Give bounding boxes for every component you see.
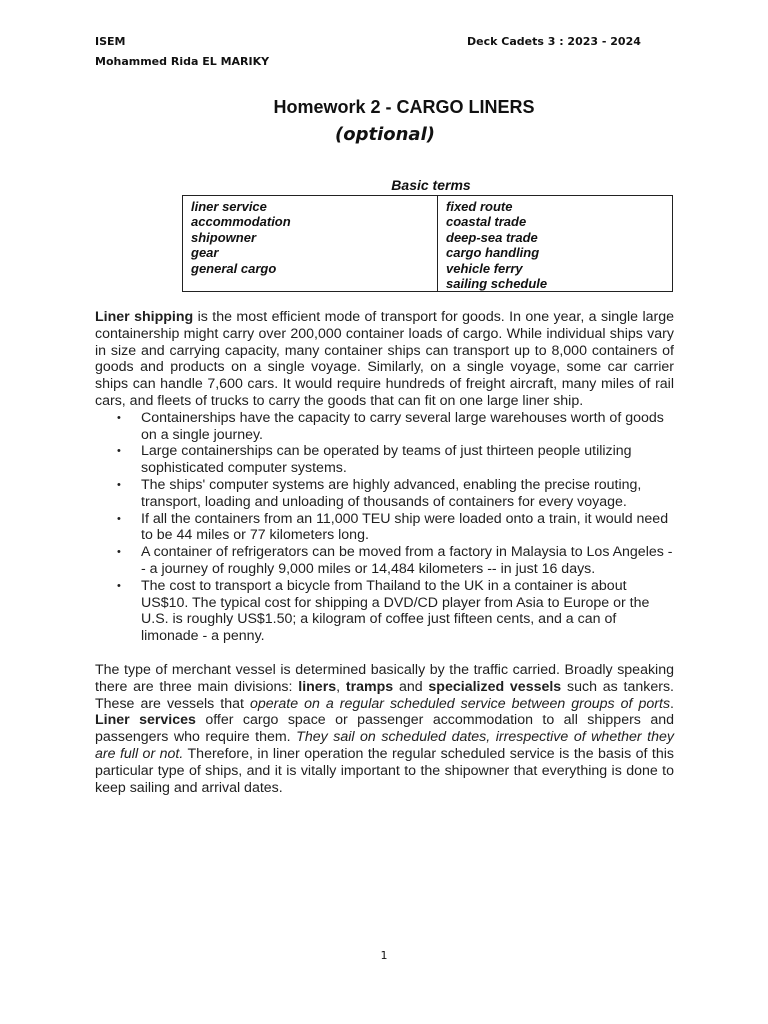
terms-column-left xyxy=(183,196,438,291)
list-item-text: Large containerships can be operated by teams of just thirteen people utilizing sophisticated computer systems. xyxy=(141,443,632,477)
term-item: sailing schedule xyxy=(446,276,548,292)
text-run: Therefore, in liner operation the regular scheduled service is the basis of this particular type of ships, and it is vitally important to the shipowner that everything is done to keep sailing and arrival dates. xyxy=(95,745,674,796)
term-item: gear xyxy=(191,245,219,261)
text-run: , xyxy=(336,678,346,695)
header-school: ISEM xyxy=(95,35,126,48)
header-author: Mohammed Rida EL MARIKY xyxy=(95,55,270,68)
text-run: such as tankers. These are vessels that xyxy=(95,678,674,712)
page-subtitle: (optional) xyxy=(335,124,435,145)
intro-bold-term: Liner shipping xyxy=(95,309,194,325)
terms-column-right xyxy=(438,196,672,291)
list-item xyxy=(95,477,674,511)
term-item: cargo handling xyxy=(446,245,540,261)
bold-term: tramps xyxy=(345,678,394,695)
intro-text: is the most efficient mode of transport for goods. In one year, a single large containership might carry over 200,000 container loads of cargo. While individual ships vary in size and carrying capacity, many container ships can transport up to 8,000 containers of goods and products on a single voyage. Similarly, on a single voyage, some car carrier ships can handle 7,600 cars. It would require hundreds of freight aircraft, many miles of rail cars, and fleets of trucks to carry the goods that can fit on one large liner ship. xyxy=(95,309,675,409)
text-run: The type of merchant vessel is determined basically by the traffic carried. Broadly speaking there are three main divisions: xyxy=(95,661,674,695)
term-item: fixed route xyxy=(446,199,513,214)
page-number: 1 xyxy=(380,949,388,962)
term-item: vehicle ferry xyxy=(446,260,523,276)
list-item xyxy=(95,511,674,545)
bullet-icon: • xyxy=(117,411,121,424)
bullet-icon: • xyxy=(117,579,121,592)
text-run: offer cargo space or passenger accommodation to all shippers and passengers who require them. xyxy=(95,712,674,746)
basic-terms-table xyxy=(182,195,673,292)
term-item: deep-sea trade xyxy=(446,229,538,245)
bullet-icon: • xyxy=(117,546,121,559)
intro-paragraph xyxy=(95,309,674,410)
term-item: coastal trade xyxy=(446,214,527,230)
list-item xyxy=(95,443,674,477)
italic-phrase: operate on a regular scheduled service between groups of ports xyxy=(249,695,671,712)
italic-phrase: They sail on scheduled dates, irrespective of whether they are full or not. xyxy=(95,729,674,762)
bullet-icon: • xyxy=(117,512,121,525)
list-item-text: The cost to transport a bicycle from Thailand to the UK in a container is about US$10. The typical cost for shipping a DVD/CD player from Asia to Europe or the U.S. is roughly US$1.50; a kilogram of coffee just fifteen cents, and a can of limonade - a penny. xyxy=(141,577,650,645)
list-item xyxy=(95,544,674,578)
bold-term: specialized vessels xyxy=(428,678,562,695)
term-item: liner service xyxy=(191,199,267,214)
basic-terms-caption: Basic terms xyxy=(391,177,471,193)
list-item xyxy=(95,410,674,444)
page-title: Homework 2 - CARGO LINERS xyxy=(273,97,535,117)
list-item-text: The ships' computer systems are highly advanced, enabling the precise routing, transport, loading and unloading of thousands of containers for every voyage. xyxy=(141,476,642,510)
term-item: shipowner xyxy=(191,229,257,245)
text-run: . xyxy=(670,695,674,712)
text-run: and xyxy=(393,678,429,695)
main-text xyxy=(95,309,674,796)
vessel-types-paragraph xyxy=(95,662,674,796)
bold-term: Liner services xyxy=(95,712,196,729)
list-item-text: If all the containers from an 11,000 TEU ship were loaded onto a train, it would need to be 44 miles or 77 kilometers long. xyxy=(141,510,669,544)
list-item-text: A container of refrigerators can be moved from a factory in Malaysia to Los Angeles -- a journey of roughly 9,000 miles or 14,484 kilometers -- in just 16 days. xyxy=(141,544,673,577)
bullet-icon: • xyxy=(117,445,121,458)
term-item: accommodation xyxy=(191,214,291,230)
term-item: general cargo xyxy=(191,260,277,276)
bullet-icon: • xyxy=(117,478,121,491)
list-item xyxy=(95,578,674,645)
list-item-text: Containerships have the capacity to carry several large warehouses worth of goods on a single journey. xyxy=(141,409,664,443)
header-class-year: Deck Cadets 3 : 2023 - 2024 xyxy=(467,35,641,48)
bold-term: liners xyxy=(298,678,337,695)
facts-list xyxy=(95,410,674,645)
